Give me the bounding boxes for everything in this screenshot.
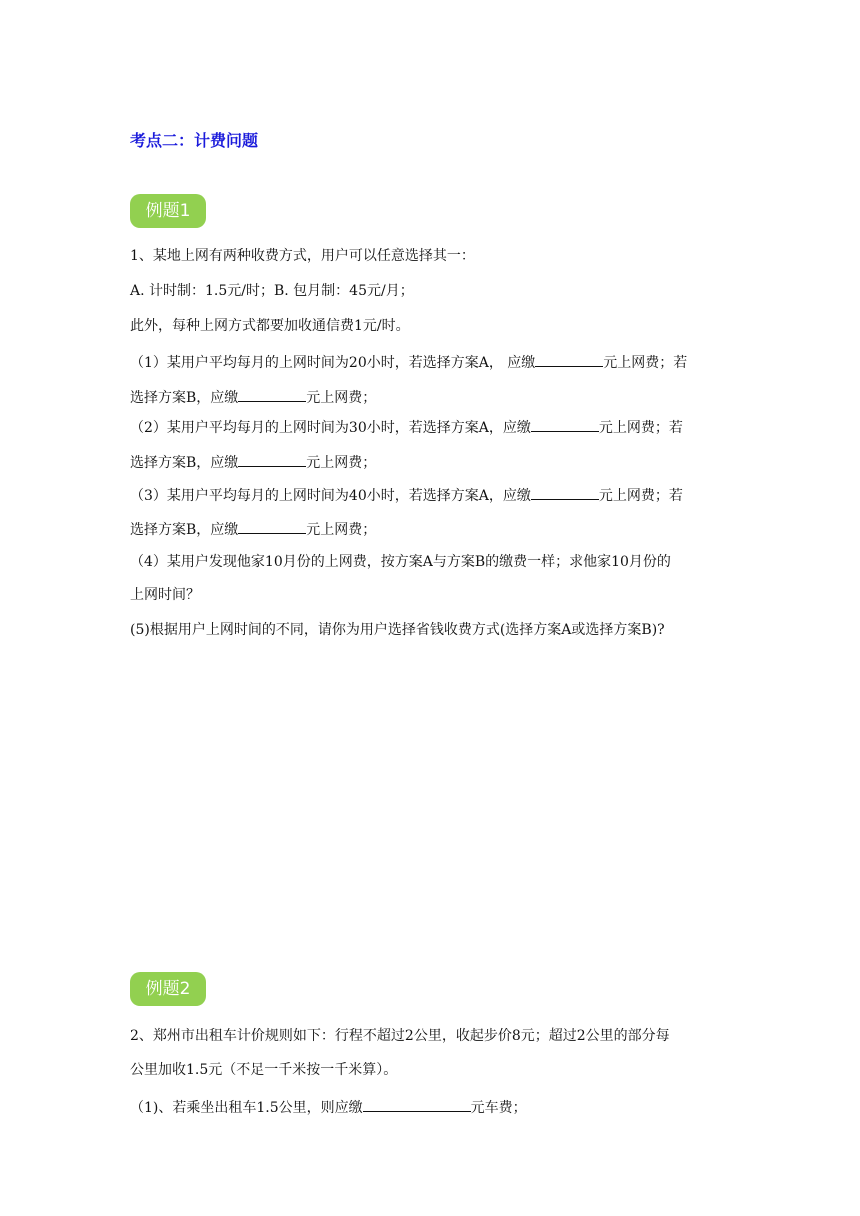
question-3-line-2 bbox=[130, 518, 735, 540]
question-2-text-end: 元上网费；若 bbox=[598, 420, 683, 436]
question-1-line-2 bbox=[130, 386, 735, 408]
question-4-line-2: 上网时间？ bbox=[130, 587, 200, 603]
example-1-intro: 1、某地上网有两种收费方式，用户可以任意选择其一： bbox=[130, 248, 475, 264]
question-1-line-1 bbox=[130, 351, 735, 373]
example-2-intro-line-2: 公里加收1.5元（不足一千米按一千米算）。 bbox=[130, 1062, 398, 1078]
question-5: (5)根据用户上网时间的不同，请你为用户选择省钱收费方式(选择方案A或选择方案B)? bbox=[130, 622, 665, 638]
question-1-text-end: 元上网费；若 bbox=[603, 355, 688, 371]
answer-blank[interactable] bbox=[531, 484, 599, 500]
question-4-line-1: （4）某用户发现他家10月份的上网费，按方案A与方案B的缴费一样；求他家10月份的 bbox=[130, 554, 671, 570]
question-2-line-1 bbox=[130, 416, 735, 438]
question-3-text-2: 选择方案B，应缴 bbox=[130, 522, 239, 538]
answer-blank[interactable] bbox=[531, 416, 599, 432]
example-2-question-1-text-end: 元车费； bbox=[470, 1100, 527, 1116]
example-2-question-1 bbox=[130, 1096, 735, 1118]
question-2-line-2 bbox=[130, 451, 735, 473]
question-1-text: （1）某用户平均每月的上网时间为20小时，若选择方案A， 应缴 bbox=[130, 355, 536, 371]
question-3-line-1 bbox=[130, 484, 735, 506]
question-2-text: （2）某用户平均每月的上网时间为30小时，若选择方案A，应缴 bbox=[130, 420, 531, 436]
question-2-text-2: 选择方案B，应缴 bbox=[130, 455, 239, 471]
question-3-text-end: 元上网费；若 bbox=[598, 488, 683, 504]
answer-blank[interactable] bbox=[238, 386, 306, 402]
answer-blank[interactable] bbox=[363, 1096, 471, 1112]
question-1-text-2-end: 元上网费； bbox=[306, 390, 377, 406]
example-2-badge: 例题2 bbox=[130, 972, 206, 1006]
example-1-badge: 例题1 bbox=[130, 194, 206, 228]
question-1-text-2: 选择方案B，应缴 bbox=[130, 390, 239, 406]
section-title: 考点二：计费问题 bbox=[130, 131, 259, 150]
question-2-text-2-end: 元上网费； bbox=[306, 455, 377, 471]
example-1-extra: 此外，每种上网方式都要加收通信费1元/时。 bbox=[130, 318, 410, 334]
answer-blank[interactable] bbox=[238, 518, 306, 534]
example-2-intro-line-1: 2、郑州市出租车计价规则如下：行程不超过2公里，收起步价8元；超过2公里的部分每 bbox=[130, 1028, 670, 1044]
answer-blank[interactable] bbox=[238, 451, 306, 467]
question-3-text: （3）某用户平均每月的上网时间为40小时，若选择方案A，应缴 bbox=[130, 488, 531, 504]
example-1-plans: A. 计时制：1.5元/时；B. 包月制：45元/月； bbox=[130, 283, 414, 299]
question-3-text-2-end: 元上网费； bbox=[306, 522, 377, 538]
example-2-question-1-text: （1)、若乘坐出租车1.5公里，则应缴 bbox=[130, 1100, 363, 1116]
answer-blank[interactable] bbox=[535, 351, 603, 367]
